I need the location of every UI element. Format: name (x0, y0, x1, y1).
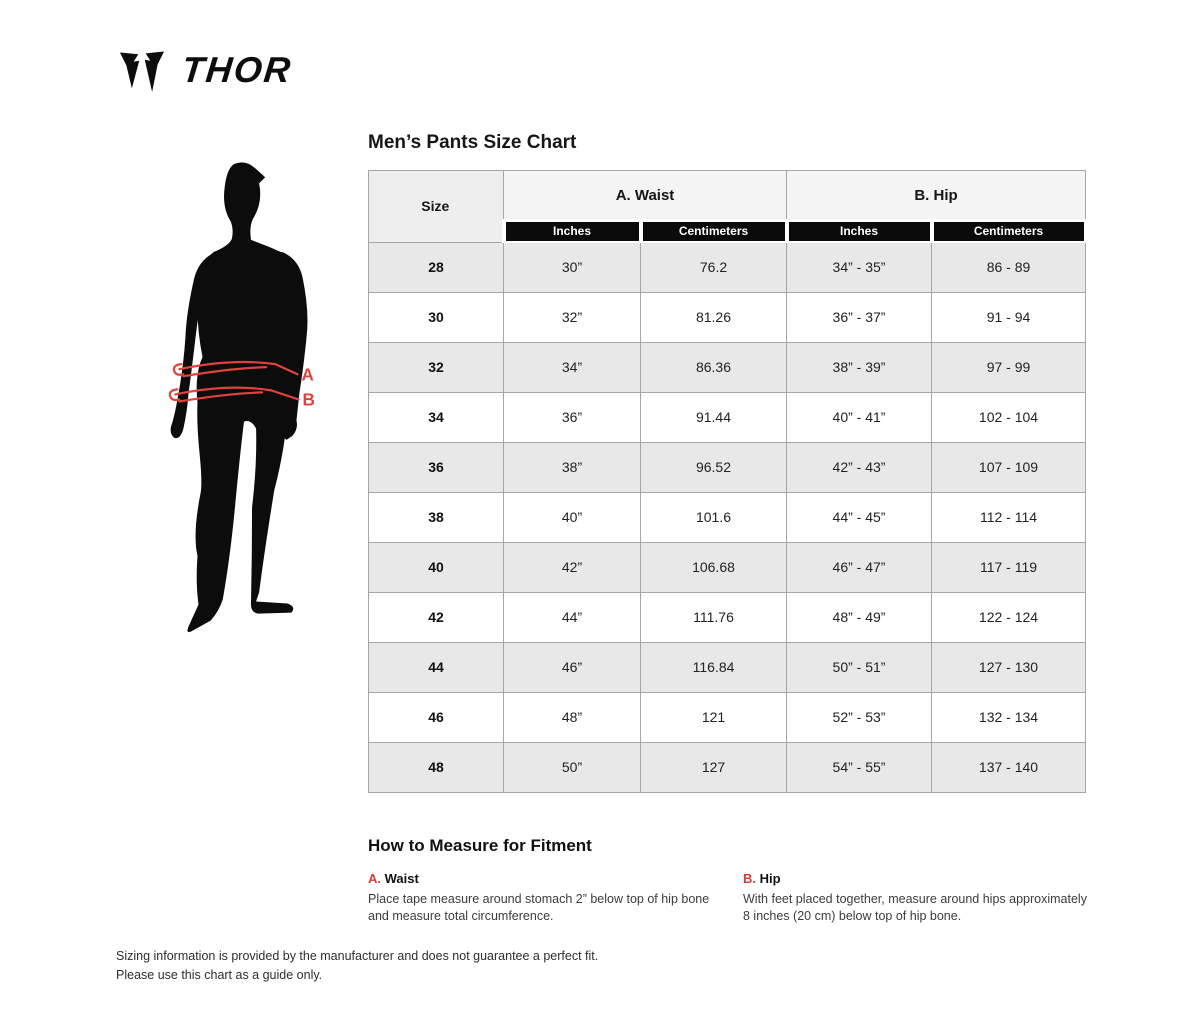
hip-cm-cell: 112 - 114 (932, 492, 1086, 542)
hip-cm-cell: 117 - 119 (932, 542, 1086, 592)
waist-cm-cell: 111.76 (641, 592, 787, 642)
hip-inches-cell: 54” - 55” (787, 742, 932, 792)
waist-cm-cell: 127 (641, 742, 787, 792)
hip-cm-cell: 132 - 134 (932, 692, 1086, 742)
hip-inches-cell: 38” - 39” (787, 342, 932, 392)
male-silhouette-illustration (143, 150, 353, 655)
size-cell: 36 (369, 442, 504, 492)
hip-inches-cell: 34” - 35” (787, 242, 932, 292)
size-cell: 32 (369, 342, 504, 392)
waist-group-header: A. Waist (504, 171, 787, 221)
size-cell: 34 (369, 392, 504, 442)
size-row (369, 342, 1086, 392)
waist-cm-cell: 121 (641, 692, 787, 742)
hip-inches-cell: 44” - 45” (787, 492, 932, 542)
hip-cm-cell: 127 - 130 (932, 642, 1086, 692)
size-cell: 42 (369, 592, 504, 642)
waist-cm-cell: 96.52 (641, 442, 787, 492)
thor-logo (118, 46, 295, 92)
waist-cm-cell: 91.44 (641, 392, 787, 442)
waist-cm-cell: 106.68 (641, 542, 787, 592)
size-cell: 28 (369, 242, 504, 292)
hip-label-b: B (302, 389, 315, 410)
waist-inches-cell: 48” (504, 692, 641, 742)
size-cell: 40 (369, 542, 504, 592)
page-title: Men’s Pants Size Chart (368, 132, 577, 153)
size-row (369, 642, 1086, 692)
hip-inches-cell: 50” - 51” (787, 642, 932, 692)
waist-inches-cell: 40” (504, 492, 641, 542)
hip-centimeters-header: Centimeters (932, 221, 1086, 243)
waist-cm-cell: 116.84 (641, 642, 787, 692)
waist-cm-cell: 101.6 (641, 492, 787, 542)
size-row (369, 392, 1086, 442)
size-cell: 48 (369, 742, 504, 792)
hip-inches-cell: 42” - 43” (787, 442, 932, 492)
table-header-row (369, 171, 1086, 221)
disclaimer-line-2: Please use this chart as a guide only. (116, 968, 323, 982)
size-cell: 46 (369, 692, 504, 742)
size-row (369, 242, 1086, 292)
size-row (369, 442, 1086, 492)
hip-inches-cell: 36” - 37” (787, 292, 932, 342)
waist-inches-cell: 34” (504, 342, 641, 392)
thor-horns-icon (118, 46, 166, 92)
size-row (369, 742, 1086, 792)
waist-inches-cell: 30” (504, 242, 641, 292)
waist-cm-cell: 81.26 (641, 292, 787, 342)
size-row (369, 592, 1086, 642)
waist-centimeters-header: Centimeters (641, 221, 787, 243)
waist-inches-header: Inches (504, 221, 641, 243)
hip-cm-cell: 97 - 99 (932, 342, 1086, 392)
measure-item-hip (743, 871, 1091, 924)
waist-inches-cell: 32” (504, 292, 641, 342)
measure-heading: How to Measure for Fitment (368, 836, 592, 855)
measure-text-waist: Place tape measure around stomach 2” below top of hip bone and measure total circumference. (368, 892, 710, 923)
hip-inches-cell: 40” - 41” (787, 392, 932, 442)
size-row (369, 542, 1086, 592)
waist-inches-cell: 44” (504, 592, 641, 642)
size-row (369, 492, 1086, 542)
measure-item-waist (368, 871, 720, 924)
waist-cm-cell: 76.2 (641, 242, 787, 292)
hip-inches-cell: 48” - 49” (787, 592, 932, 642)
measure-prefix-b: B. (743, 871, 756, 886)
size-cell: 38 (369, 492, 504, 542)
waist-inches-cell: 50” (504, 742, 641, 792)
hip-inches-cell: 52” - 53” (787, 692, 932, 742)
waist-inches-cell: 46” (504, 642, 641, 692)
size-cell: 30 (369, 292, 504, 342)
hip-cm-cell: 91 - 94 (932, 292, 1086, 342)
waist-label-a: A (301, 364, 314, 385)
measure-name-hip: Hip (759, 871, 781, 886)
measure-text-hip: With feet placed together, measure around hips approximately 8 inches (20 cm) below top of hip bone. (743, 892, 1087, 923)
size-column-header: Size (369, 171, 504, 243)
measure-item-title (368, 871, 720, 886)
waist-inches-cell: 38” (504, 442, 641, 492)
hip-cm-cell: 137 - 140 (932, 742, 1086, 792)
thor-logo-text: THOR (179, 49, 295, 90)
size-cell: 44 (369, 642, 504, 692)
hip-cm-cell: 102 - 104 (932, 392, 1086, 442)
hip-inches-cell: 46” - 47” (787, 542, 932, 592)
hip-inches-header: Inches (787, 221, 932, 243)
hip-cm-cell: 122 - 124 (932, 592, 1086, 642)
hip-cm-cell: 86 - 89 (932, 242, 1086, 292)
waist-inches-cell: 42” (504, 542, 641, 592)
disclaimer-line-1: Sizing information is provided by the manufacturer and does not guarantee a perfect fit. (116, 949, 599, 963)
measure-prefix-a: A. (368, 871, 381, 886)
measure-name-waist: Waist (384, 871, 419, 886)
size-row (369, 292, 1086, 342)
waist-inches-cell: 36” (504, 392, 641, 442)
waist-cm-cell: 86.36 (641, 342, 787, 392)
sizing-disclaimer (116, 947, 598, 985)
size-table (368, 170, 1088, 793)
size-row (369, 692, 1086, 742)
hip-cm-cell: 107 - 109 (932, 442, 1086, 492)
measurement-figure (143, 150, 353, 660)
measure-item-title (743, 871, 1091, 886)
hip-group-header: B. Hip (787, 171, 1086, 221)
